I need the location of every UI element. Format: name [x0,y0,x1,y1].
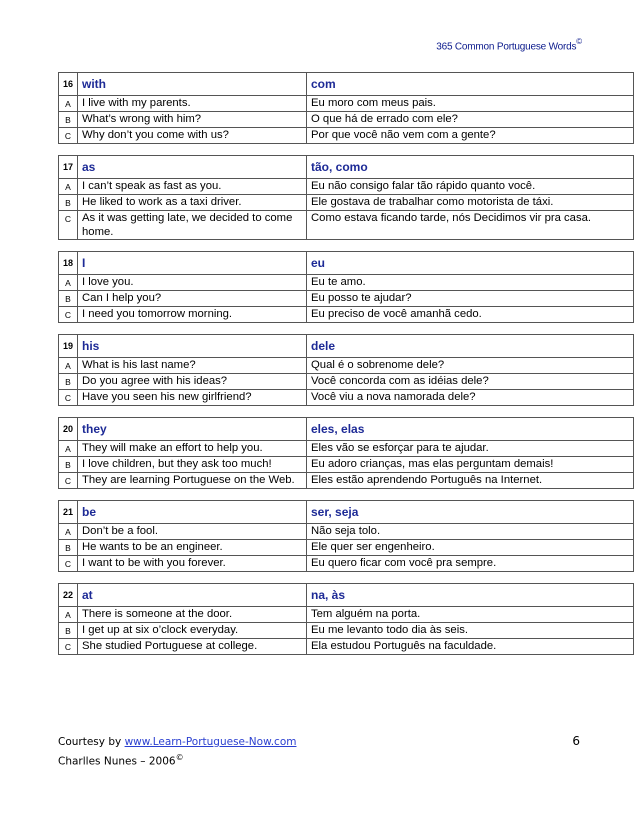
example-label: B [59,195,78,211]
word-entry-table [58,417,634,489]
entry-number: 16 [59,73,78,96]
word-entry-table [58,72,634,144]
example-label: A [59,275,78,291]
english-sentence: Have you seen his new girlfriend? [78,390,307,406]
example-label: A [59,96,78,112]
example-label: C [59,473,78,489]
portuguese-word: eles, elas [307,418,634,441]
example-row [59,96,634,112]
english-sentence: Why don’t you come with us? [78,128,307,144]
portuguese-sentence: Eles vão se esforçar para te ajudar. [307,441,634,457]
english-sentence: He wants to be an engineer. [78,540,307,556]
page-number: 6 [572,734,580,748]
word-entries [58,72,634,666]
example-row [59,441,634,457]
word-entry-table [58,155,634,240]
portuguese-word: dele [307,335,634,358]
example-label: C [59,307,78,323]
english-sentence: There is someone at the door. [78,607,307,623]
english-word: his [78,335,307,358]
english-sentence: I love you. [78,275,307,291]
example-label: C [59,390,78,406]
portuguese-sentence: Você concorda com as idéias dele? [307,374,634,390]
author-line [58,750,296,770]
example-label: B [59,623,78,639]
example-row [59,179,634,195]
english-sentence: I need you tomorrow morning. [78,307,307,323]
author-name: Charlles Nunes – 2006 [58,755,176,768]
entry-number: 19 [59,335,78,358]
copyright-symbol: © [576,37,582,46]
entry-header-row [59,584,634,607]
entry-header-row [59,73,634,96]
portuguese-sentence: Ele gostava de trabalhar como motorista de táxi. [307,195,634,211]
example-row [59,211,634,240]
portuguese-sentence: Eu moro com meus pais. [307,96,634,112]
english-word: as [78,156,307,179]
example-row [59,524,634,540]
example-label: B [59,291,78,307]
english-sentence: They are learning Portuguese on the Web. [78,473,307,489]
portuguese-sentence: Eu te amo. [307,275,634,291]
entry-header-row [59,252,634,275]
english-sentence: I get up at six o’clock everyday. [78,623,307,639]
portuguese-sentence: Por que você não vem com a gente? [307,128,634,144]
example-row [59,307,634,323]
word-entry-table [58,500,634,572]
example-label: C [59,128,78,144]
portuguese-sentence: Eles estão aprendendo Português na Internet. [307,473,634,489]
entry-header-row [59,501,634,524]
example-row [59,195,634,211]
entry-header-row [59,156,634,179]
entry-header-row [59,418,634,441]
document-header [436,38,582,52]
portuguese-word: eu [307,252,634,275]
example-label: C [59,639,78,655]
english-word: I [78,252,307,275]
portuguese-sentence: Ele quer ser engenheiro. [307,540,634,556]
example-label: A [59,524,78,540]
example-row [59,112,634,128]
example-label: B [59,457,78,473]
english-word: be [78,501,307,524]
portuguese-sentence: Ela estudou Português na faculdade. [307,639,634,655]
portuguese-sentence: Tem alguém na porta. [307,607,634,623]
example-row [59,473,634,489]
example-label: B [59,374,78,390]
example-row [59,128,634,144]
english-sentence: He liked to work as a taxi driver. [78,195,307,211]
example-row [59,275,634,291]
english-sentence: Don’t be a fool. [78,524,307,540]
footer-credits [58,734,296,770]
word-entry-table [58,334,634,406]
example-row [59,607,634,623]
portuguese-sentence: O que há de errado com ele? [307,112,634,128]
entry-number: 21 [59,501,78,524]
example-row [59,390,634,406]
header-title: 365 Common Portuguese Words [436,41,577,53]
example-label: A [59,607,78,623]
english-sentence: What is his last name? [78,358,307,374]
english-sentence: I love children, but they ask too much! [78,457,307,473]
entry-number: 17 [59,156,78,179]
courtesy-prefix: Courtesy by [58,736,122,748]
english-sentence: Can I help you? [78,291,307,307]
portuguese-word: com [307,73,634,96]
example-row [59,358,634,374]
entry-header-row [59,335,634,358]
portuguese-sentence: Como estava ficando tarde, nós Decidimos vir pra casa. [307,211,634,240]
word-entry-table [58,583,634,655]
word-entry-table [58,251,634,323]
example-label: C [59,556,78,572]
entry-number: 22 [59,584,78,607]
portuguese-sentence: Não seja tolo. [307,524,634,540]
portuguese-sentence: Eu preciso de você amanhã cedo. [307,307,634,323]
english-sentence: I can’t speak as fast as you. [78,179,307,195]
english-sentence: What’s wrong with him? [78,112,307,128]
example-row [59,639,634,655]
example-row [59,374,634,390]
entry-number: 18 [59,252,78,275]
portuguese-sentence: Eu quero ficar com você pra sempre. [307,556,634,572]
english-sentence: As it was getting late, we decided to come home. [78,211,307,240]
portuguese-word: na, às [307,584,634,607]
example-label: C [59,211,78,240]
example-label: A [59,441,78,457]
example-label: A [59,358,78,374]
website-link[interactable]: www.Learn-Portuguese-Now.com [124,736,297,748]
example-row [59,291,634,307]
courtesy-line [58,734,296,750]
example-row [59,540,634,556]
example-row [59,623,634,639]
entry-number: 20 [59,418,78,441]
portuguese-word: ser, seja [307,501,634,524]
footer-copyright-symbol: © [175,753,184,762]
portuguese-sentence: Você viu a nova namorada dele? [307,390,634,406]
english-sentence: They will make an effort to help you. [78,441,307,457]
example-label: B [59,112,78,128]
portuguese-word: tão, como [307,156,634,179]
example-row [59,556,634,572]
portuguese-sentence: Eu me levanto todo dia às seis. [307,623,634,639]
english-sentence: I live with my parents. [78,96,307,112]
portuguese-sentence: Eu adoro crianças, mas elas perguntam demais! [307,457,634,473]
portuguese-sentence: Eu posso te ajudar? [307,291,634,307]
portuguese-sentence: Eu não consigo falar tão rápido quanto você. [307,179,634,195]
english-sentence: She studied Portuguese at college. [78,639,307,655]
example-label: B [59,540,78,556]
english-sentence: I want to be with you forever. [78,556,307,572]
english-sentence: Do you agree with his ideas? [78,374,307,390]
english-word: at [78,584,307,607]
example-label: A [59,179,78,195]
english-word: with [78,73,307,96]
portuguese-sentence: Qual é o sobrenome dele? [307,358,634,374]
example-row [59,457,634,473]
english-word: they [78,418,307,441]
